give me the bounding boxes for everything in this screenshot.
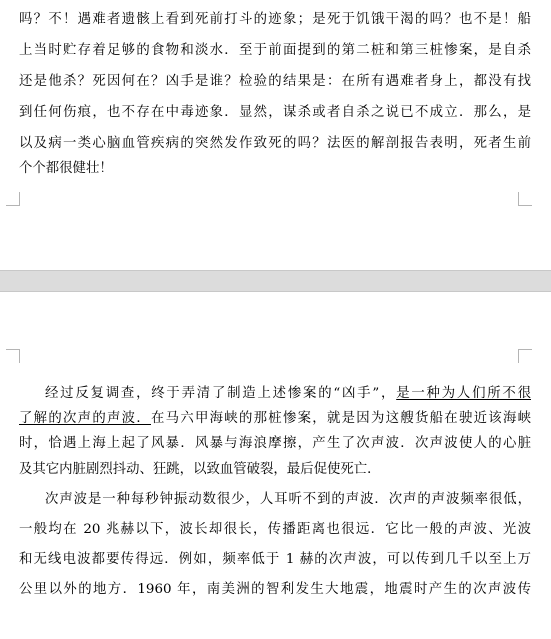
text-line: 个个都很健壮！ — [19, 161, 113, 176]
page-corner-mark — [518, 192, 532, 206]
paragraph-2-line: 次声波是一种每秒钟振动数很少，人耳听不到的声波．次声的声波频率很低， — [45, 492, 531, 507]
text-line: 还是他杀？死因何在？凶手是谁？检验的结果是：在所有遇难者身上，都没有找 — [19, 74, 531, 89]
paragraph-2-line: 公里以外的地方．1960 年，南美洲的智利发生大地震，地震时产生的次声波传 — [19, 582, 531, 597]
page-corner-mark — [518, 349, 532, 363]
paragraph-1-line — [19, 409, 531, 429]
text-line: 上当时贮存着足够的食物和淡水．至于前面提到的第二桩和第三桩惨案，是自杀 — [19, 43, 531, 58]
paragraph-1-line: 时，恰遇上海上起了风暴．风暴与海浪摩擦，产生了次声波．次声波使人的心脏 — [19, 436, 531, 451]
paragraph-1-line — [45, 384, 531, 404]
paragraph-2-line: 和无线电波都要传得远．例如，频率低于 1 赫的次声波，可以传到几千以至上万 — [19, 552, 531, 567]
text-span: 在马六甲海峡的那桩惨案，就是因为这艘货船在驶近该海峡 — [150, 411, 531, 426]
page-corner-mark — [6, 349, 20, 363]
document-page-1 — [0, 0, 551, 270]
text-line: 吗？不！遇难者遗骸上看到死前打斗的迹象；是死于饥饿干渴的吗？也不是！船 — [19, 12, 531, 27]
text-span: 经过反复调查，终于弄清了制造上述惨案的“凶手”， — [45, 386, 397, 401]
text-line: 以及病一类心脑血管疾病的突然发作致死的吗？法医的解剖报告表明，死者生前 — [19, 136, 531, 151]
underlined-text: 是一种为人们所不很 — [396, 386, 531, 401]
text-line: 到任何伤痕，也不存在中毒迹象．显然，谋杀或者自杀之说已不成立．那么，是 — [19, 105, 531, 120]
paragraph-2-line: 一般均在 20 兆赫以下，波长却很长，传播距离也很远．它比一般的声波、光波 — [19, 522, 531, 537]
document-page-2 — [0, 292, 551, 639]
page-separator — [0, 270, 551, 292]
paragraph-1-line: 及其它内脏剧烈抖动、狂跳，以致血管破裂，最后促使死亡． — [19, 462, 381, 477]
page-corner-mark — [6, 192, 20, 206]
underlined-text: 了解的次声的声波． — [19, 411, 151, 426]
